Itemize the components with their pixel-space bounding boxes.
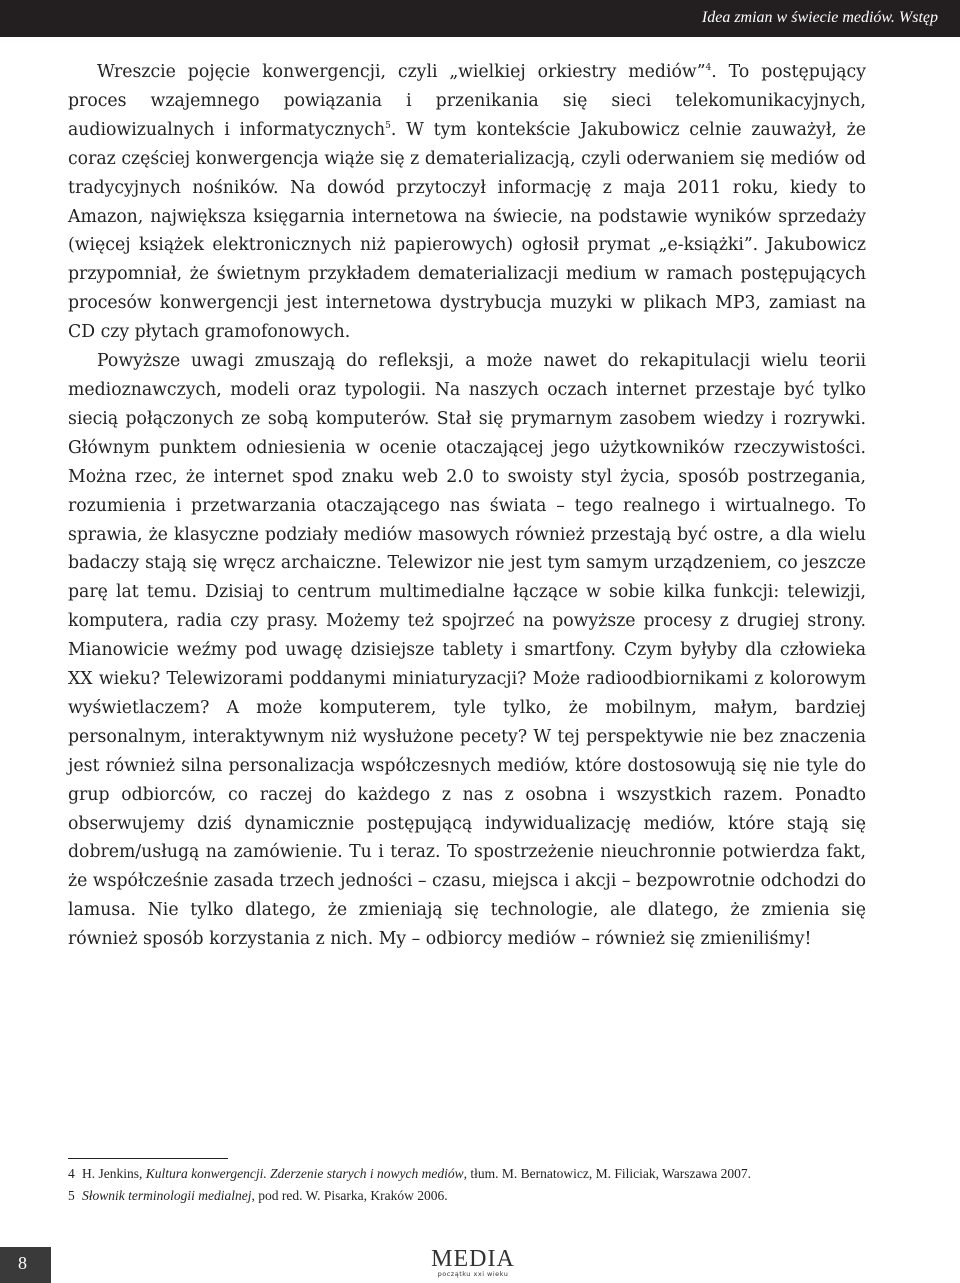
paragraph-2: Powyższe uwagi zmuszają do refleksji, a może nawet do rekapitulacji wielu teorii medioznawczych, modeli oraz typologii. Na naszych oczach internet przestaje być tylko siecią połączonych ze sobą komputerów. Stał się prymarnym zasobem wiedzy i rozrywki. Głównym punktem odniesienia w ocenie otaczającej jego użytkowników rzeczywistości. Można rzec, że internet spod znaku web 2.0 to swoisty styl życia, sposób postrzegania, rozumienia i przetwarzania otaczającego nas świata – tego realnego i wirtualnego. To sprawia, że klasyczne podziały mediów masowych również przestają być ostre, a dla wielu badaczy stają się wręcz archaiczne. Telewizor nie jest tym samym urządzeniem, co jeszcze parę lat temu. Dzisiaj to centrum multimedialne łączące w sobie kilka funkcji: telewizji, komputera, radia czy prasy. Możemy też spojrzeć na powyższe procesy z drugiej strony. Mianowicie weźmy pod uwagę dzisiejsze tablety i smartfony. Czym byłyby dla człowieka XX wieku? Telewizorami poddanymi miniaturyzacji? Może radioodbiornikami z kolorowym wyświetlaczem? A może komputerem, tyle tylko, że mobilnym, małym, bardziej personalnym, interaktywnym niż wysłużone pecety? W tej perspektywie nie bez znaczenia jest również silna personalizacja współczesnych mediów, które dostosowują się nie tyle do grup odbiorców, co raczej do każdego z nas z osobna i wszystkich razem. Ponadto obserwujemy dziś dynamicznie postępującą indywidualizację mediów, które stają się dobrem/usługą na zamówienie. Tu i teraz. To spostrzeżenie nieuchronnie potwierdza fakt, że współcześnie zasada trzech jedności – czasu, miejsca i akcji – bezpowrotnie odchodzi do lamusa. Nie tylko dlatego, że zmieniają się technologie, ale dlatego, że zmienia się również sposób korzystania z nich. My – odbiorcy mediów – również się zmieniliśmy! (68, 351, 866, 950)
paragraph-1-text-a: Wreszcie pojęcie konwergencji, czyli „wielkiej orkiestry mediów” (97, 62, 706, 82)
footnote-text: H. Jenkins, (82, 1166, 146, 1181)
media-logo (428, 1248, 518, 1278)
footnote-4 (68, 1163, 866, 1185)
logo-main-text: MEDIA (431, 1246, 515, 1272)
footnote-text: , pod red. W. Pisarka, Kraków 2006. (251, 1188, 448, 1203)
footnote-number: 5 (68, 1188, 75, 1203)
footnote-5 (68, 1185, 866, 1207)
footnote-book-title: Słownik terminologii medialnej (82, 1188, 252, 1203)
page-number: 8 (18, 1253, 27, 1273)
header-bar (0, 0, 960, 37)
article-body (68, 58, 866, 954)
footnote-text: , tłum. M. Bernatowicz, M. Filiciak, Warszawa 2007. (463, 1166, 751, 1181)
footnote-ref-4[interactable]: 4 (705, 63, 712, 74)
footnote-book-title: Kultura konwergencji. Zderzenie starych i nowych mediów (145, 1166, 464, 1181)
footnote-number: 4 (68, 1166, 75, 1181)
running-title: Idea zmian w świecie mediów. Wstęp (701, 9, 938, 26)
paragraph-1 (68, 58, 866, 347)
footnotes (68, 1163, 866, 1207)
paragraph-1-text-c: . W tym kontekście Jakubowicz celnie zauważył, że coraz częściej konwergencja wiąże się z dematerializacją, czyli oderwaniem się mediów od tradycyjnych nośników. Na dowód przytoczył informację z maja 2011 roku, kiedy to Amazon, największa księgarnia internetowa na świecie, na podstawie wyników sprzedaży (więcej książek elektronicznych niż papierowych) ogłosił prymat „e-książki”. Jakubowicz przypomniał, że świetnym przykładem dematerializacji medium w ramach postępujących procesów konwergencji jest internetowa dystrybucja muzyki w plikach MP3, zamiast na CD czy płytach gramofonowych. (68, 119, 866, 343)
footnote-divider (68, 1158, 228, 1159)
logo-sub-text: początku xxi wieku (437, 1270, 509, 1278)
footnote-ref-5[interactable]: 5 (385, 121, 391, 132)
paragraph-1-text-b: . To postępujący proces wzajemnego powiązania i przenikania się sieci telekomunikacyjnych, audiowizualnych i informatycznych (68, 62, 866, 140)
